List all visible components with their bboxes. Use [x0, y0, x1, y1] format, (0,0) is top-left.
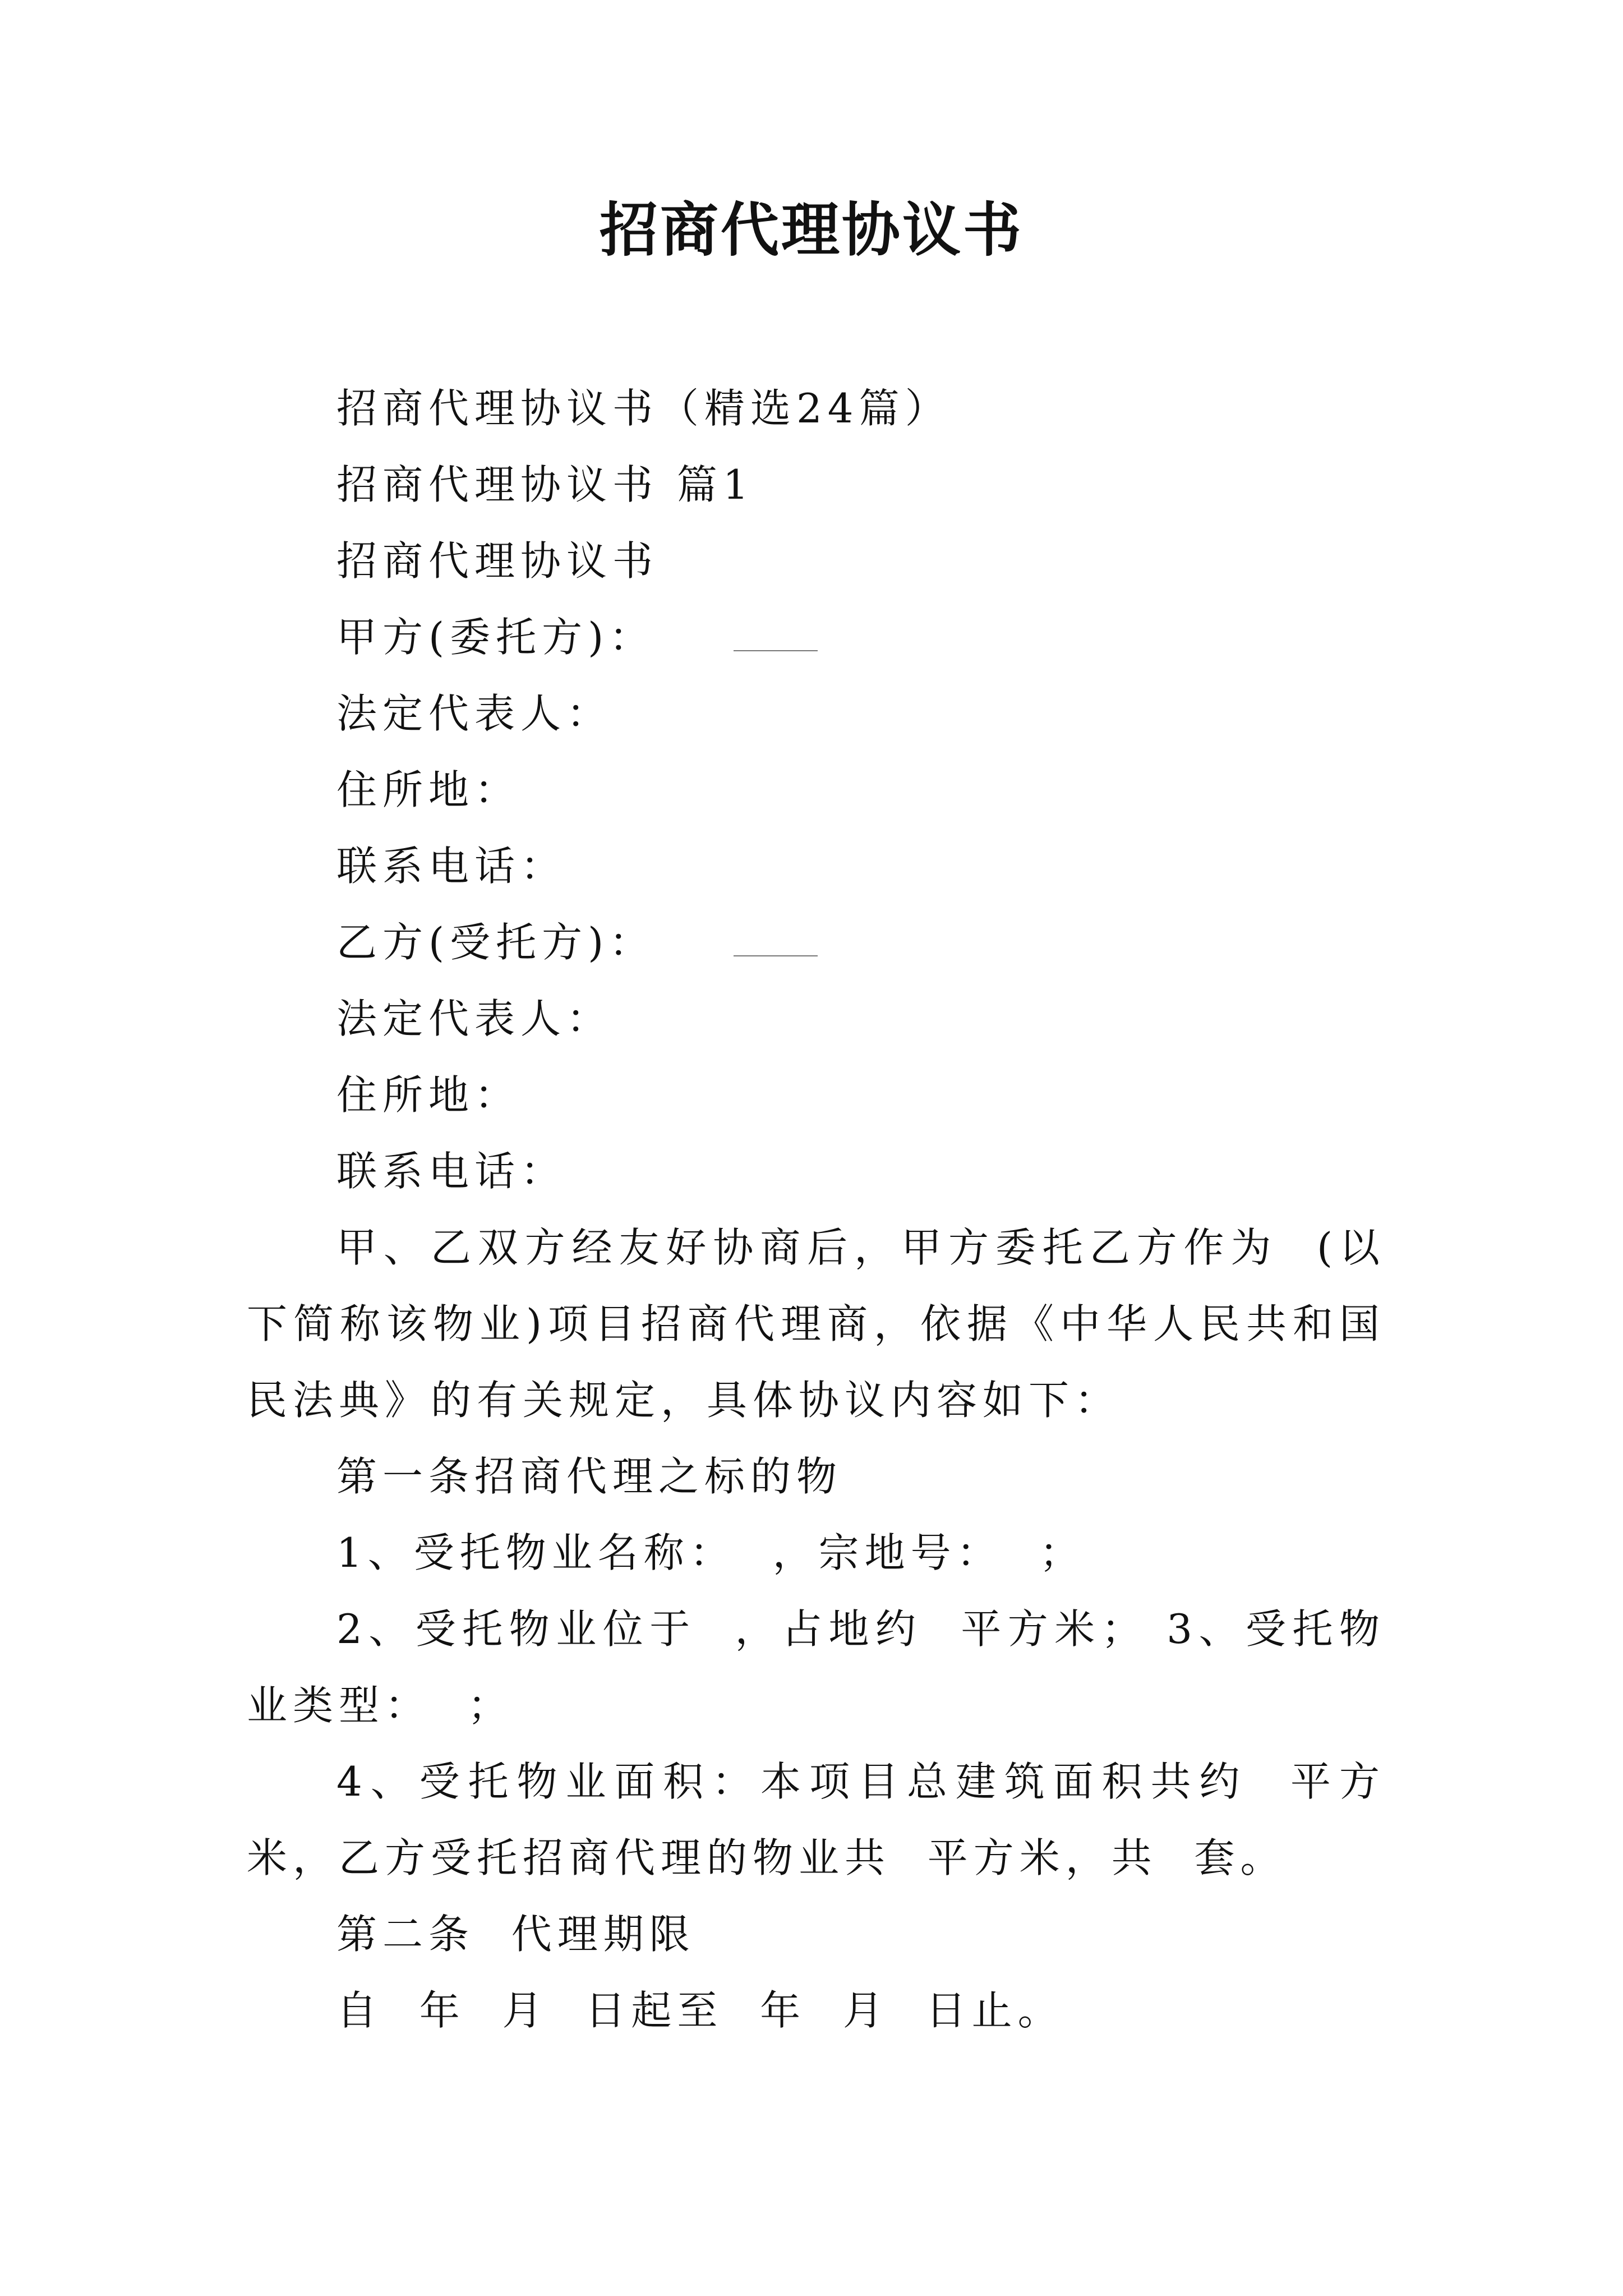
party-a-label: 甲方(委托方)：	[336, 614, 656, 661]
party-a-representative: 法定代表人：	[336, 690, 613, 737]
agreement-heading: 招商代理协议书	[336, 537, 659, 585]
party-b-blank	[734, 922, 818, 956]
article-1-item-4: 4、受托物业面积：本项目总建筑面积共约 平方米，乙方受托招商代理的物业共 平方米，共 套。	[247, 1758, 1385, 1881]
party-b-row	[247, 904, 1385, 981]
party-b-address: 住所地：	[336, 1071, 521, 1119]
document-body	[247, 370, 1385, 2049]
party-a-phone: 联系电话：	[336, 843, 567, 890]
article-1-item-2-3: 2、受托物业位于 ，占地约 平方米； 3、受托物业类型： ；	[247, 1605, 1385, 1729]
party-a-address: 住所地：	[336, 766, 521, 813]
party-b-label: 乙方(受托方)：	[336, 919, 656, 966]
article-1-heading: 第一条招商代理之标的物	[336, 1453, 843, 1500]
subtitle-line: 招商代理协议书（精选24篇）	[336, 385, 951, 432]
article-1-item-1: 1、受托物业名称： ，宗地号： ；	[336, 1529, 1086, 1576]
party-b-representative: 法定代表人：	[336, 995, 613, 1042]
party-b-phone: 联系电话：	[336, 1148, 567, 1195]
document-title: 招商代理协议书	[599, 195, 1023, 264]
party-a-row	[247, 599, 1385, 675]
intro-paragraph: 甲、乙双方经友好协商后，甲方委托乙方作为 (以下简称该物业)项目招商代理商，依据《中华人民共和国民法典》的有关规定，具体协议内容如下：	[247, 1224, 1385, 1424]
article-2-heading: 第二条 代理期限	[336, 1911, 695, 1958]
section-heading: 招商代理协议书 篇1	[336, 461, 754, 508]
party-a-blank	[734, 616, 818, 651]
article-2-term: 自 年 月 日起至 年 月 日止。	[336, 1987, 1064, 2034]
